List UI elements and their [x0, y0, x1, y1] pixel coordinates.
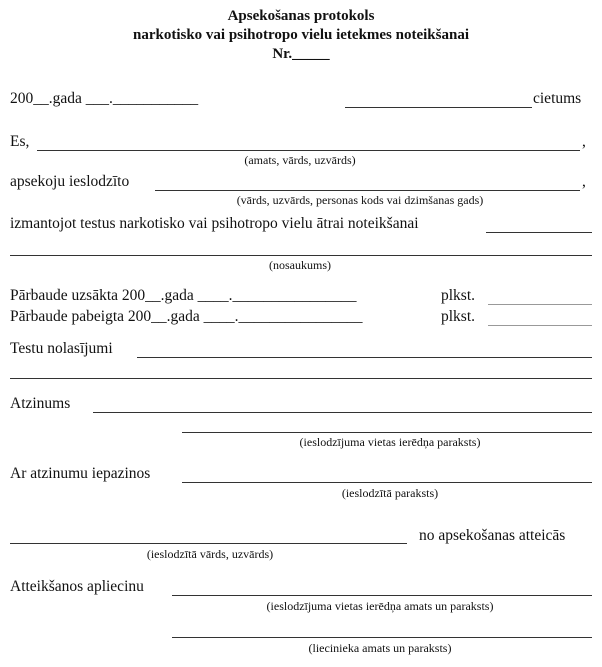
check-start-label[interactable]: Pārbaude uzsākta 200__.gada ____.________________	[10, 287, 357, 304]
inmate-signature-line[interactable]	[182, 482, 592, 483]
prison-label: cietums	[533, 90, 582, 107]
refusal-cert-label: Atteikšanos apliecinu	[10, 578, 144, 595]
check-start-time-line[interactable]	[488, 304, 592, 305]
inmate-signature-caption: (ieslodzītā paraksts)	[341, 486, 439, 500]
refusal-name-line[interactable]	[10, 543, 407, 544]
check-start-time-label: plkst.	[441, 287, 476, 304]
inmate-comma: ,	[582, 173, 586, 190]
tests-caption: (nosaukums)	[269, 258, 331, 272]
check-end-time-label: plkst.	[441, 308, 476, 325]
tests-label: izmantojot testus narkotisko vai psihotropo vielu ātrai noteikšanai	[10, 215, 419, 232]
prison-name-line[interactable]	[345, 107, 532, 108]
tests-line-1[interactable]	[486, 232, 592, 233]
document-subtitle: narkotisko vai psihotropo vielu ietekmes noteikšanai	[132, 27, 469, 43]
acquainted-label: Ar atzinumu iepazinos	[10, 465, 151, 482]
refusal-caption: (ieslodzītā vārds, uzvārds)	[146, 547, 274, 561]
check-end-time-line[interactable]	[488, 325, 592, 326]
inmate-label: apsekoju ieslodzīto	[10, 173, 130, 190]
officer-signature-line[interactable]	[182, 432, 592, 433]
readings-label: Testu nolasījumi	[10, 340, 113, 357]
conclusion-line[interactable]	[93, 412, 592, 413]
check-end-label[interactable]: Pārbaude pabeigta 200__.gada ____.________________	[10, 308, 363, 325]
conclusion-label: Atzinums	[10, 395, 71, 412]
inmate-line[interactable]	[155, 190, 580, 191]
document-title: Apsekošanas protokols	[227, 8, 375, 24]
refusal-cert-caption-1: (ieslodzījuma vietas ierēdņa amats un paraksts)	[266, 599, 494, 613]
officer-signature-caption: (ieslodzījuma vietas ierēdņa paraksts)	[299, 435, 481, 449]
inmate-caption: (vārds, uzvārds, personas kods vai dzimšanas gads)	[236, 193, 484, 207]
readings-line-2[interactable]	[10, 378, 592, 379]
officer-prefix: Es,	[10, 133, 30, 150]
officer-comma: ,	[582, 133, 586, 150]
refusal-label: no apsekošanas atteicās	[419, 527, 566, 544]
refusal-cert-line-2[interactable]	[172, 637, 592, 638]
date-field[interactable]: 200__.gada ___.___________	[10, 90, 199, 107]
protocol-number: Nr._____	[272, 46, 330, 62]
tests-line-2[interactable]	[10, 255, 592, 256]
officer-line[interactable]	[37, 150, 580, 151]
readings-line-1[interactable]	[137, 357, 592, 358]
refusal-cert-caption-2: (liecinieka amats un paraksts)	[308, 641, 452, 655]
officer-caption: (amats, vārds, uzvārds)	[244, 153, 356, 167]
refusal-cert-line-1[interactable]	[172, 595, 592, 596]
